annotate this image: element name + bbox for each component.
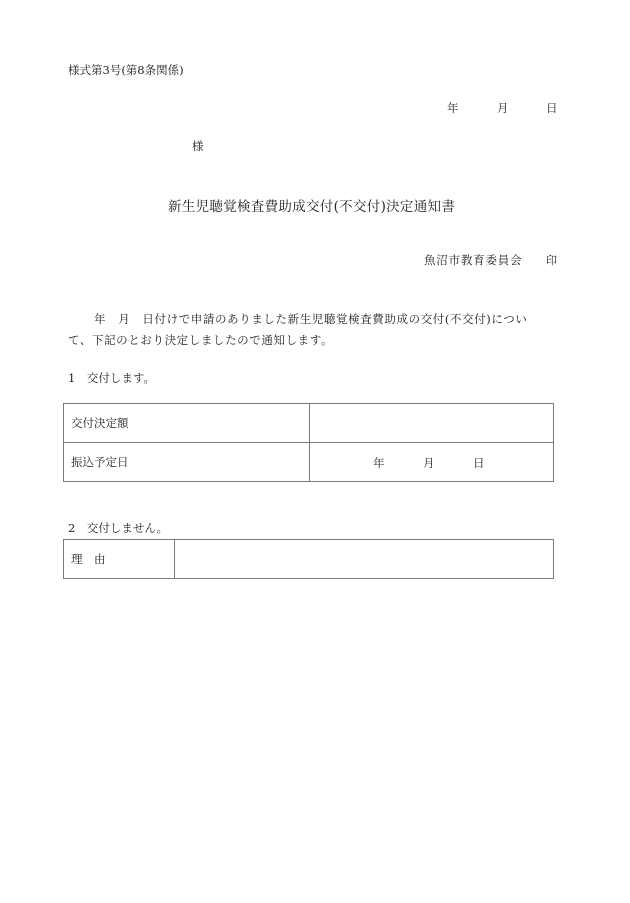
issuer-name: 魚沼市教育委員会 <box>424 253 523 267</box>
section-1-heading: 1 交付します。 <box>68 371 155 385</box>
table-row <box>64 404 554 443</box>
table-row <box>64 540 554 579</box>
reason-label: 理 由 <box>64 540 175 579</box>
addressee-suffix: 様 <box>192 139 204 153</box>
form-number: 様式第3号(第8条関係) <box>68 63 184 77</box>
body-paragraph <box>68 309 538 351</box>
table-row <box>64 443 554 482</box>
transfer-date-day-label: 日 <box>473 456 485 470</box>
transfer-date-year-label: 年 <box>373 456 385 470</box>
document-title: 新生児聴覚検査費助成交付(不交付)決定通知書 <box>168 199 456 215</box>
grant-table <box>63 403 554 482</box>
body-line-1: 年 月 日付けで申請のありました新生児聴覚検査費助成の交付(不交付)につい <box>94 312 528 326</box>
transfer-date-field[interactable] <box>310 443 554 482</box>
transfer-date-month-label: 月 <box>423 456 435 470</box>
denial-table <box>63 539 554 579</box>
issue-date-month-label: 月 <box>497 101 509 115</box>
issue-date-year-label: 年 <box>447 101 459 115</box>
seal-icon: 印 <box>546 254 557 267</box>
reason-field[interactable] <box>175 540 554 579</box>
grant-amount-label: 交付決定額 <box>64 404 310 443</box>
grant-amount-field[interactable] <box>310 404 554 443</box>
issue-date-day-label: 日 <box>546 101 558 115</box>
section-2-heading: 2 交付しません。 <box>68 521 169 535</box>
transfer-date-label: 振込予定日 <box>64 443 310 482</box>
body-line-2: て、下記のとおり決定しましたので通知します。 <box>68 333 334 347</box>
